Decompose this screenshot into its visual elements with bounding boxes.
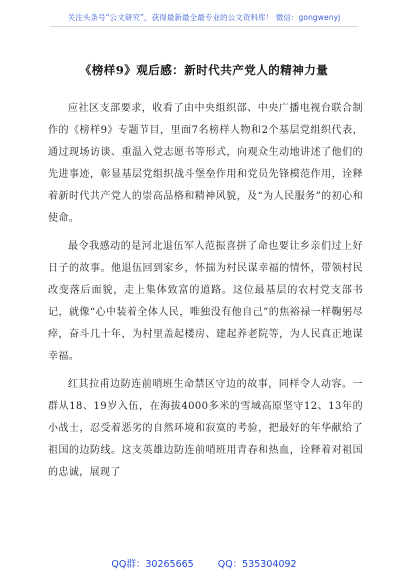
paragraph-1: 应社区支部要求，收看了由中央组织部、中央广播电视台联合制作的《榜样9》专题节目，里面7名榜样人物和2个基层党组织代表，通过现场访谈、重温入党志愿书等形式，向观众生动地讲述了他们的先进事迹，彰显基层党组织战斗堡垒作用和党员先锋模范作用，诠释着新时代共产党人的崇高品格和精神风貌，及“为人民服务”的初心和使命。 xyxy=(48,103,363,224)
footer-contact xyxy=(0,556,408,570)
document-title: 《榜样9》观后感：新时代共产党人的精神力量 xyxy=(79,63,329,77)
header-banner: 关注头条号“公文研究”，获得最新最全最专业的公文资料库！ 微信：gongwenyj xyxy=(67,13,341,22)
footer-qq: QQ：535304092 xyxy=(217,559,297,570)
paragraph-2: 最令我感动的是河北退伍军人范振喜拼了命也要让乡亲们过上好日子的故事。他退伍回到家乡，怀揣为村民谋幸福的情怀，带领村民改变落后面貌，走上集体致富的道路。这位最基层的农村党支部书记，就像“心中装着全体人民，唯独没有他自己”的焦裕禄一样鞠躬尽瘁，奋斗几十年，为村里盖起楼房、建起养老院等，为人民真正地谋幸福。 xyxy=(48,241,363,362)
footer-qq-group: QQ群：30265665 xyxy=(111,559,194,570)
document-body xyxy=(48,98,363,490)
paragraph-3: 红其拉甫边防连前哨班生命禁区守边的故事，同样令人动容。一群从18、19岁入伍，在海拔4000多米的雪域高原坚守12、13年的小战士，忍受着恶劣的自然环境和寂寞的考验，把最好的年华献给了祖国的边防线。这支英雄边防连前哨班用青春和热血，诠释着对祖国的忠诚，展现了 xyxy=(48,379,363,478)
header-divider xyxy=(50,26,358,27)
